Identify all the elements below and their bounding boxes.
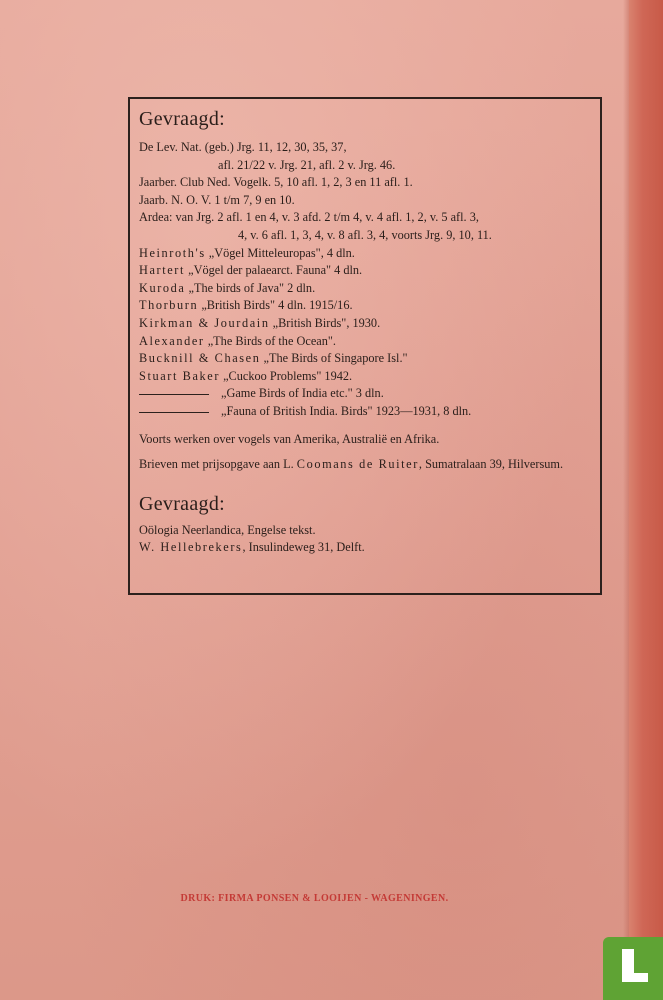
ad-line: De Lev. Nat. (geb.) Jrg. 11, 12, 30, 35, 37, — [139, 140, 347, 154]
ad-heading-wanted-2: Gevraagd: — [139, 492, 225, 515]
book-title: „Game Birds of India etc." 3 dln. — [221, 386, 384, 401]
author-line — [139, 350, 600, 368]
contact-text: Brieven met prijsopgave aan L. — [139, 457, 294, 472]
ad-paragraph-further: Voorts werken over vogels van Amerika, Australië en Afrika. — [139, 431, 440, 446]
spine-strip — [629, 0, 663, 1000]
author-name: Heinroth's — [139, 245, 206, 260]
contact-address: , Sumatralaan 39, Hilversum. — [418, 457, 564, 472]
author-line — [139, 315, 600, 333]
author-name: Thorburn — [139, 298, 199, 313]
author-line — [139, 297, 600, 315]
author-line — [139, 333, 600, 351]
author-line — [139, 262, 600, 280]
contact-name: W. Hellebrekers — [139, 540, 243, 555]
author-name: Stuart Baker — [139, 368, 221, 383]
ad-line: Jaarber. Club Ned. Vogelk. 5, 10 afl. 1, 2, 3 en 11 afl. 1. — [139, 175, 413, 190]
book-title: „British Birds", 1930. — [269, 315, 381, 330]
book-title: „The birds of Java" 2 dln. — [185, 280, 316, 295]
printer-imprint: DRUK: FIRMA PONSEN & LOOIJEN - WAGENINGEN. — [180, 893, 449, 904]
contact-name: Coomans de Ruiter — [296, 457, 419, 472]
author-name: Kuroda — [139, 280, 186, 295]
book-title: „The Birds of Singapore Isl." — [260, 351, 408, 366]
contact-address: , Insulindeweg 31, Delft. — [242, 540, 365, 555]
ad-line: Jaarb. N. O. V. 1 t/m 7, 9 en 10. — [139, 192, 295, 207]
author-line — [139, 245, 600, 263]
author-name: Hartert — [139, 263, 186, 278]
ditto-dash — [139, 412, 209, 413]
author-name: Kirkman & Jourdain — [139, 315, 270, 330]
book-title: „Vögel der palaearct. Fauna" 4 dln. — [185, 263, 363, 278]
ditto-line — [139, 385, 600, 403]
ad-line: Ardea: van Jrg. 2 afl. 1 en 4, v. 3 afd. 2 t/m 4, v. 4 afl. 1, 2, v. 5 afl. 3, — [139, 210, 479, 225]
ad-line: afl. 21/22 v. Jrg. 21, afl. 2 v. Jrg. 46. — [218, 157, 396, 172]
book-title: „Vögel Mitteleuropas", 4 dln. — [205, 245, 355, 260]
ad-paragraph-contact — [139, 456, 594, 474]
ditto-line — [139, 403, 600, 421]
contact-line — [139, 539, 600, 557]
book-title: „Fauna of British India. Birds" 1923—1931, 8 dln. — [221, 403, 472, 418]
ad-heading-wanted: Gevraagd: — [139, 108, 225, 130]
ad-line: Oölogia Neerlandica, Engelse tekst. — [139, 522, 316, 537]
L-logo-icon — [603, 937, 663, 1000]
book-title: „Cuckoo Problems" 1942. — [220, 368, 353, 383]
author-name: Alexander — [139, 333, 205, 348]
ad-line: 4, v. 6 afl. 1, 3, 4, v. 8 afl. 3, 4, voorts Jrg. 9, 10, 11. — [238, 227, 492, 242]
author-name: Bucknill & Chasen — [139, 351, 261, 366]
advertisement-box — [128, 97, 602, 595]
author-line — [139, 280, 600, 298]
book-title: „British Birds" 4 dln. 1915/16. — [198, 298, 353, 313]
ditto-dash — [139, 394, 209, 395]
book-title: „The Birds of the Ocean". — [204, 333, 336, 348]
author-line — [139, 368, 600, 386]
